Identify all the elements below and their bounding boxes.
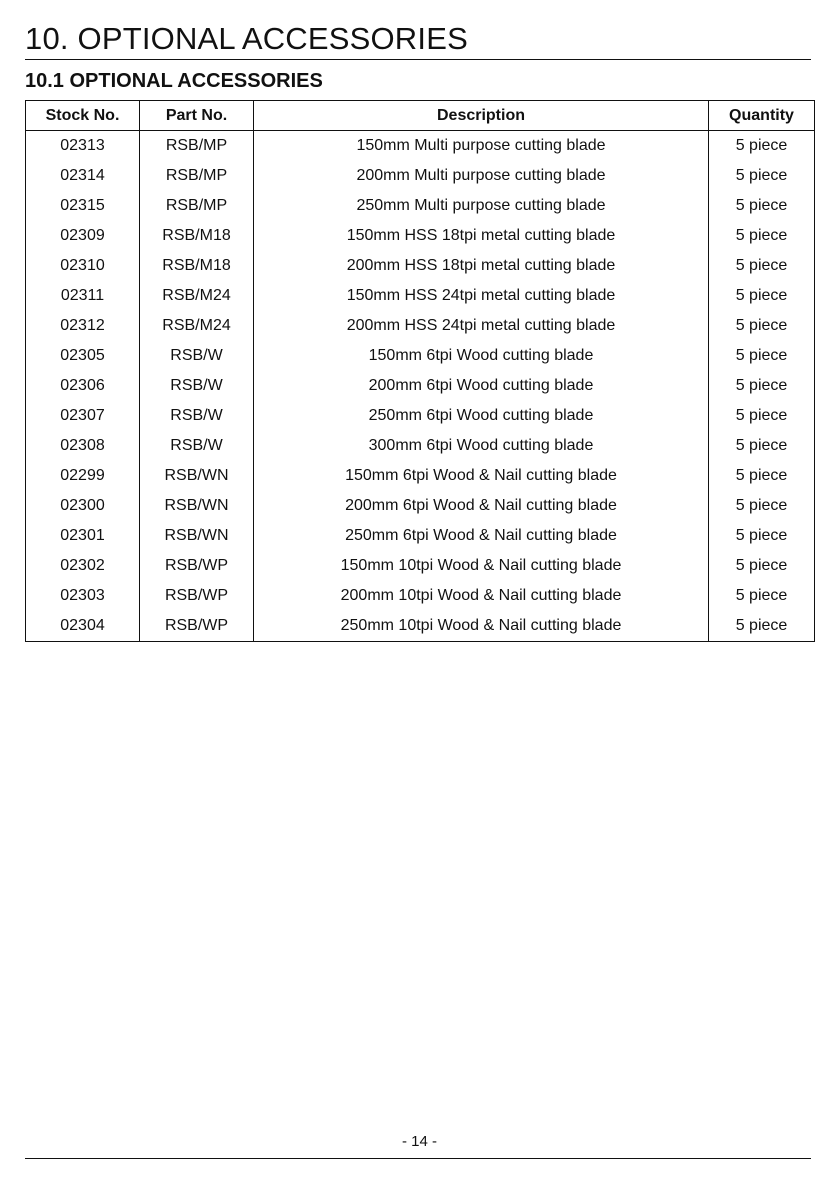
quantity-cell: 5 piece (709, 131, 815, 162)
part-no-cell: RSB/W (140, 431, 254, 461)
accessories-table (25, 100, 815, 642)
part-no-cell: RSB/W (140, 371, 254, 401)
description-cell: 250mm 6tpi Wood & Nail cutting blade (254, 521, 709, 551)
quantity-cell: 5 piece (709, 581, 815, 611)
table-row (26, 281, 815, 311)
description-cell: 200mm 10tpi Wood & Nail cutting blade (254, 581, 709, 611)
column-header-stock-no: Stock No. (26, 101, 140, 131)
description-cell: 150mm HSS 18tpi metal cutting blade (254, 221, 709, 251)
description-cell: 200mm HSS 24tpi metal cutting blade (254, 311, 709, 341)
stock-no-cell: 02313 (60, 137, 105, 154)
quantity-cell: 5 piece (709, 251, 815, 281)
title-divider (25, 59, 811, 60)
part-no-cell: RSB/M24 (140, 311, 254, 341)
table-row (26, 251, 815, 281)
stock-no-cell: 02303 (60, 587, 105, 604)
part-no-cell: RSB/W (140, 401, 254, 431)
table-body (26, 131, 815, 642)
table-row (26, 311, 815, 341)
quantity-cell: 5 piece (709, 191, 815, 221)
page-title: 10. OPTIONAL ACCESSORIES (25, 21, 468, 56)
description-cell: 200mm 6tpi Wood cutting blade (254, 371, 709, 401)
quantity-cell: 5 piece (709, 281, 815, 311)
description-cell: 150mm 6tpi Wood & Nail cutting blade (254, 461, 709, 491)
table-row (26, 581, 815, 611)
quantity-cell: 5 piece (709, 431, 815, 461)
stock-no-cell: 02309 (60, 227, 105, 244)
part-no-cell: RSB/WP (140, 611, 254, 642)
part-no-cell: RSB/MP (140, 131, 254, 162)
table-row (26, 221, 815, 251)
table-row (26, 611, 815, 642)
table-header-row (26, 101, 815, 131)
table-row (26, 371, 815, 401)
stock-no-cell: 02301 (60, 527, 105, 544)
table-row (26, 491, 815, 521)
table-row (26, 161, 815, 191)
stock-no-cell: 02304 (60, 617, 105, 634)
quantity-cell: 5 piece (709, 371, 815, 401)
part-no-cell: RSB/WP (140, 581, 254, 611)
part-no-cell: RSB/WN (140, 461, 254, 491)
table-row (26, 461, 815, 491)
part-no-cell: RSB/W (140, 341, 254, 371)
description-cell: 250mm Multi purpose cutting blade (254, 191, 709, 221)
footer-divider (25, 1158, 811, 1159)
description-cell: 200mm HSS 18tpi metal cutting blade (254, 251, 709, 281)
description-cell: 150mm Multi purpose cutting blade (254, 131, 709, 162)
quantity-cell: 5 piece (709, 341, 815, 371)
stock-no-cell: 02311 (60, 287, 105, 304)
quantity-cell: 5 piece (709, 221, 815, 251)
table-row (26, 191, 815, 221)
stock-no-cell: 02310 (60, 257, 105, 274)
section-title: 10.1 OPTIONAL ACCESSORIES (25, 70, 323, 92)
table-row (26, 431, 815, 461)
description-cell: 150mm 10tpi Wood & Nail cutting blade (254, 551, 709, 581)
description-cell: 200mm 6tpi Wood & Nail cutting blade (254, 491, 709, 521)
description-cell: 250mm 10tpi Wood & Nail cutting blade (254, 611, 709, 642)
stock-no-cell: 02312 (60, 317, 105, 334)
stock-no-cell: 02305 (60, 347, 105, 364)
table-row (26, 131, 815, 162)
quantity-cell: 5 piece (709, 161, 815, 191)
description-cell: 150mm HSS 24tpi metal cutting blade (254, 281, 709, 311)
page-number: - 14 - (401, 1133, 437, 1150)
part-no-cell: RSB/MP (140, 161, 254, 191)
stock-no-cell: 02302 (60, 557, 105, 574)
part-no-cell: RSB/MP (140, 191, 254, 221)
quantity-cell: 5 piece (709, 401, 815, 431)
part-no-cell: RSB/M24 (140, 281, 254, 311)
stock-no-cell: 02308 (60, 437, 105, 454)
description-cell: 250mm 6tpi Wood cutting blade (254, 401, 709, 431)
stock-no-cell: 02299 (60, 467, 105, 484)
quantity-cell: 5 piece (709, 461, 815, 491)
column-header-quantity: Quantity (709, 101, 815, 131)
stock-no-cell: 02314 (60, 167, 105, 184)
stock-no-cell: 02307 (60, 407, 105, 424)
table-row (26, 521, 815, 551)
description-cell: 300mm 6tpi Wood cutting blade (254, 431, 709, 461)
stock-no-cell: 02306 (60, 377, 105, 394)
description-cell: 150mm 6tpi Wood cutting blade (254, 341, 709, 371)
quantity-cell: 5 piece (709, 551, 815, 581)
part-no-cell: RSB/WN (140, 491, 254, 521)
part-no-cell: RSB/WP (140, 551, 254, 581)
stock-no-cell: 02300 (60, 497, 105, 514)
table-row (26, 401, 815, 431)
description-cell: 200mm Multi purpose cutting blade (254, 161, 709, 191)
table-row (26, 551, 815, 581)
stock-no-cell: 02315 (60, 197, 105, 214)
part-no-cell: RSB/WN (140, 521, 254, 551)
quantity-cell: 5 piece (709, 491, 815, 521)
quantity-cell: 5 piece (709, 611, 815, 642)
part-no-cell: RSB/M18 (140, 221, 254, 251)
quantity-cell: 5 piece (709, 521, 815, 551)
quantity-cell: 5 piece (709, 311, 815, 341)
column-header-description: Description (254, 101, 709, 131)
part-no-cell: RSB/M18 (140, 251, 254, 281)
table-row (26, 341, 815, 371)
column-header-part-no: Part No. (140, 101, 254, 131)
